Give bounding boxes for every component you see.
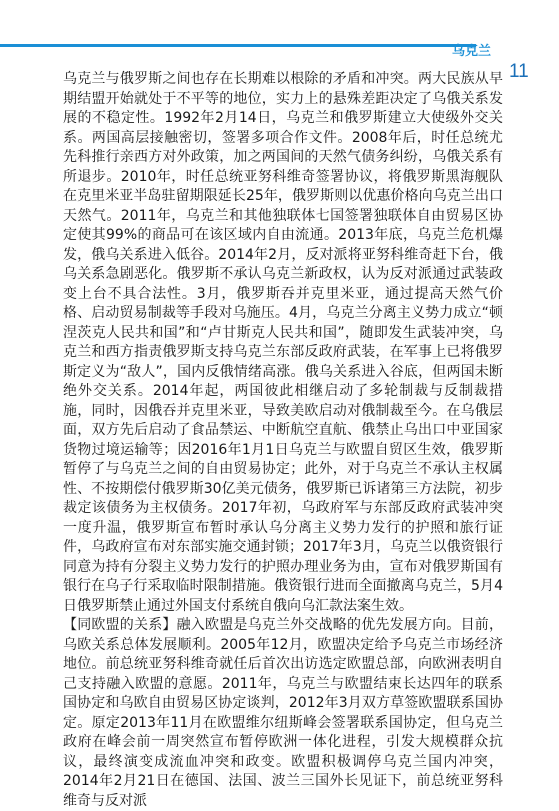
paragraph-ukraine-russia: 乌克兰与俄罗斯之间也存在长期难以根除的矛盾和冲突。两大民族从早期结盟开始就处于不平等的地位，实力上的悬殊差距决定了乌俄关系发展的不稳定性。1992年2月14日，乌克兰和俄罗斯建立大使级外交关系。两国高层接触密切，签署多项合作文件。2008年后，时任总统尤先科推行亲西方对外政策，加之两国间的天然气债务纠纷，乌俄关系有所退步。2010年，时任总统亚努科维奇签署协议，将俄罗斯黑海舰队在克里米亚半岛驻留期限延长25年，俄罗斯则以优惠价格向乌克兰出口天然气。2011年，乌克兰和其他独联体七国签署独联体自由贸易区协定使其99%的商品可在该区域内自由流通。2013年底，乌克兰危机爆发，俄乌关系进入低谷。2014年2月，反对派将亚努科维奇赶下台，俄乌关系急剧恶化。俄罗斯不承认乌克兰新政权，认为反对派通过武装政变上台不具合法性。3月，俄罗斯吞并克里米亚，通过提高天然气价格、启动贸易制裁等手段对乌施压。4月，乌克兰分离主义势力成立“顿涅茨克人民共和国”和“卢甘斯克人民共和国”，随即发生武装冲突，乌克兰和西方指责俄罗斯支持乌克兰东部反政府武装，在军事上已将俄罗斯定义为“敌人”，国内反俄情绪高涨。俄乌关系进入谷底，但两国未断绝外交关系。2014年起，两国彼此相继启动了多轮制裁与反制裁措施，同时，因俄吞并克里米亚，导致美欧启动对俄制裁至今。在乌俄层面，双方先后启动了食品禁运、中断航空直航、俄禁止乌出口中亚国家货物过境运输等；因2016年1月1日乌克兰与欧盟自贸区生效，俄罗斯暂停了与乌克兰之间的自由贸易协定；此外，对于乌克兰不承认主权属性、不按期偿付俄罗斯30亿美元债务，俄罗斯已诉诸第三方法院，初步裁定该债务为主权债务。2017年初，乌政府军与东部反政府武装冲突一度升温，俄罗斯宣布暂时承认乌分离主义势力发行的护照和旅行证件，乌政府宣布对东部实施交通封锁；2017年3月，乌克兰以俄资银行同意为持有分裂主义势力发行的护照办理业务为由，宣布对俄罗斯国有银行在乌子行采取临时限制措施。俄资银行进而全面撤离乌克兰，5月4日俄罗斯禁止通过外国支付系统自俄向乌汇款法案生效。 [63, 71, 503, 614]
paragraph-ukraine-eu: 【同欧盟的关系】融入欧盟是乌克兰外交战略的优先发展方向。目前，乌欧关系总体发展顺利。2005年12月，欧盟决定给予乌克兰市场经济地位。前总统亚努科维奇就任后首次出访选定欧盟总部，向欧洲表明自己支持融入欧盟的意愿。2011年，乌克兰与欧盟结束长达四年的联系国协定和乌欧自由贸易区协定谈判，2012年3月双方草签欧盟联系国协定。原定2013年11月在欧盟维尔纽斯峰会签署联系国协定，但乌克兰政府在峰会前一周突然宣布暂停欧洲一体化进程，引发大规模群众抗议，最终演变成流血冲突和政变。欧盟积极调停乌克兰国内冲突，2014年2月21日在德国、法国、波兰三国外长见证下，前总统亚努科维奇与反对派 [63, 617, 503, 809]
section-title: 乌克兰 [452, 44, 492, 59]
page-number: 11 [509, 61, 529, 82]
header-rule [0, 44, 476, 47]
body-text [63, 70, 503, 811]
